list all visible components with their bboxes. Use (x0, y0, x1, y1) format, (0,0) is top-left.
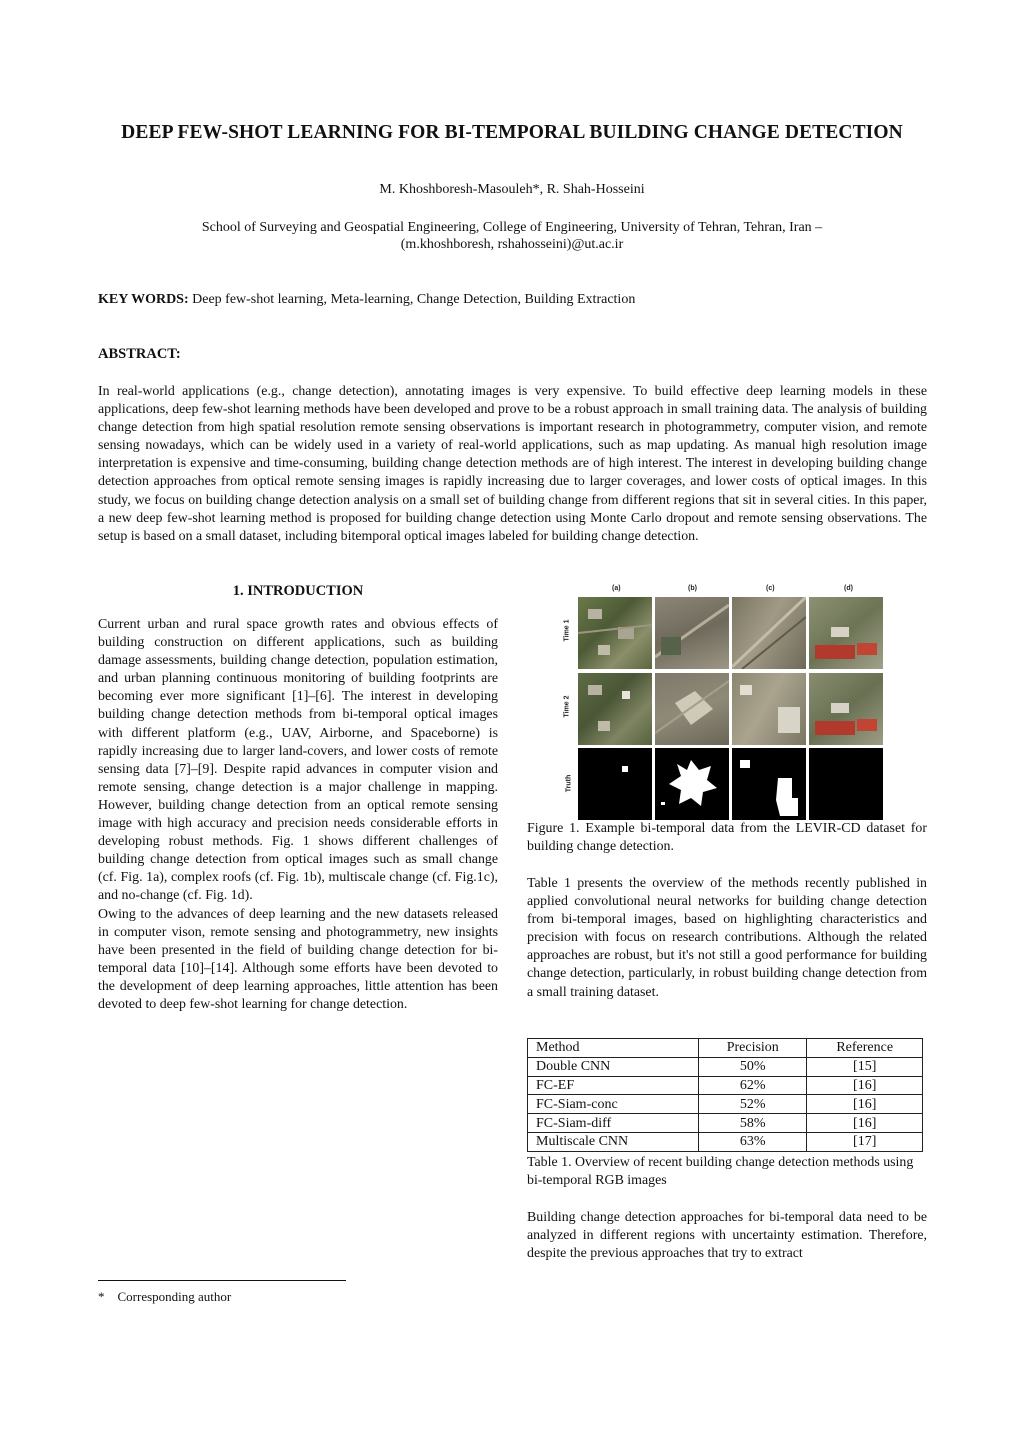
table-cell-method: Multiscale CNN (528, 1132, 699, 1151)
footnote: * Corresponding author (98, 1289, 232, 1304)
image-tile-b-time2 (655, 673, 729, 745)
image-tile-b-time1 (655, 597, 729, 669)
table-row (528, 1095, 923, 1114)
right-paragraph-1: Table 1 presents the overview of the methods recently published in applied convolutional neural networks for building change detection from bi-temporal images, based on highlighting characteristics and precision with focus on research contributions. Although the related approaches are robust, but it's not still a good performance for building change detection, particularly, in robust building change detection from a small training dataset. (527, 876, 927, 1000)
intro-paragraph-2: Owing to the advances of deep learning and the new datasets released in computer vison, remote sensing and photogrammetry, new insights have been presented in the field of building change detection for bi-temporal data [10]–[14]. Although some efforts have been devoted to the development of deep learning approaches, little attention has been devoted to deep few-shot learning for change detection. (98, 906, 498, 1012)
image-tile-a-time1 (578, 597, 652, 669)
table-cell-reference: [16] (807, 1076, 923, 1095)
image-texture (655, 673, 729, 745)
affiliation (130, 219, 894, 253)
paper-title: DEEP FEW-SHOT LEARNING FOR BI-TEMPORAL BUILDING CHANGE DETECTION (121, 122, 903, 143)
table-1-caption: Table 1. Overview of recent building change detection methods using bi-temporal RGB images (527, 1155, 914, 1189)
image-tile-c-time1 (732, 597, 806, 669)
image-texture (578, 673, 652, 745)
table-cell-precision: 50% (699, 1057, 807, 1076)
fig-col-label-b: (b) (688, 585, 697, 592)
mask-shapes (655, 748, 729, 820)
fig-col-label-c: (c) (766, 585, 775, 592)
methods-table (527, 1038, 923, 1152)
affiliation-emails: (m.khoshboresh, rshahosseini)@ut.ac.ir (400, 237, 624, 252)
fig-row-label-truth: Truth (565, 774, 573, 793)
fig-col-label-a: (a) (612, 585, 621, 592)
table-cell-method: FC-Siam-diff (528, 1114, 699, 1133)
image-tile-d-time1 (809, 597, 883, 669)
figure-1-caption: Figure 1. Example bi-temporal data from the LEVIR-CD dataset for building change detection. (527, 821, 927, 855)
table-cell-method: FC-EF (528, 1076, 699, 1095)
footnote-divider (98, 1280, 346, 1281)
table-row (528, 1114, 923, 1133)
table-header-row (528, 1039, 923, 1058)
fig-row-label-time1: Time 1 (563, 619, 571, 642)
table-cell-method: FC-Siam-conc (528, 1095, 699, 1114)
abstract-text: In real-world applications (e.g., change detection), annotating images is very expensive. To build effective deep learning models in these applications, deep few-shot learning methods have been developed and prove to be a robust approach in small training data. The analysis of building change detection from high spatial resolution remote sensing observations is important research in photogrammetry, computer vision, and remote sensing nowadays, which can be widely used in a variety of real-world applications, such as map updating. As manual high resolution image interpretation is expensive and time-consuming, building change detection methods are of high interest. The interest in developing building change detection approaches from optical remote sensing images is rapidly increasing due to larger coverages, and lower costs of optical images. In this study, we focus on building change detection analysis on a small set of building change from different regions that sit in several cities. In this paper, a new deep few-shot learning method is proposed for building change detection using Monte Carlo dropout and remote sensing observations. The setup is based on a small dataset, including bitemporal optical images labeled for building change detection. (98, 384, 927, 544)
keywords (98, 292, 928, 308)
image-texture (732, 673, 806, 745)
image-texture (809, 597, 883, 669)
table-cell-precision: 62% (699, 1076, 807, 1095)
table-cell-precision: 52% (699, 1095, 807, 1114)
table-row (528, 1057, 923, 1076)
table-cell-precision: 58% (699, 1114, 807, 1133)
table-cell-precision: 63% (699, 1132, 807, 1151)
section-heading-introduction: 1. INTRODUCTION (232, 583, 364, 599)
table-header-precision: Precision (699, 1039, 807, 1058)
image-texture (732, 597, 806, 669)
keywords-text: Deep few-shot learning, Meta-learning, Change Detection, Building Extraction (192, 292, 636, 307)
table-row (528, 1132, 923, 1151)
image-texture (809, 673, 883, 745)
abstract-heading: ABSTRACT: (98, 346, 181, 362)
right-paragraph-2: Building change detection approaches for bi-temporal data need to be analyzed in different regions with uncertainty estimation. Therefore, despite the previous approaches that try to extract (527, 1210, 927, 1262)
fig-col-label-d: (d) (844, 585, 853, 592)
keywords-label: KEY WORDS: (98, 292, 189, 307)
table-cell-method: Double CNN (528, 1057, 699, 1076)
mask-tile-c (732, 748, 806, 820)
image-texture (578, 597, 652, 669)
introduction-body (98, 616, 498, 1014)
table-row (528, 1076, 923, 1095)
table-header-method: Method (528, 1039, 699, 1058)
mask-tile-b (655, 748, 729, 820)
image-texture (655, 597, 729, 669)
mask-shapes (732, 748, 806, 820)
mask-shapes (578, 748, 652, 820)
figure-1 (563, 585, 888, 821)
mask-tile-d (809, 748, 883, 820)
mask-tile-a (578, 748, 652, 820)
table-cell-reference: [17] (807, 1132, 923, 1151)
image-tile-d-time2 (809, 673, 883, 745)
table-cell-reference: [16] (807, 1114, 923, 1133)
table-header-reference: Reference (807, 1039, 923, 1058)
authors: M. Khoshboresh-Masouleh*, R. Shah-Hosseini (379, 182, 645, 197)
image-tile-c-time2 (732, 673, 806, 745)
fig-row-label-time2: Time 2 (563, 695, 571, 718)
intro-paragraph-1: Current urban and rural space growth rates and obvious effects of building construction on different applications, such as building damage assessments, building change detection, population estimation, and urban planning continuous monitoring of building footprints are becoming ever more significant [1]–[6]. The interest in developing building change detection methods from bi-temporal optical images with different platform (e.g., UAV, Airborne, and Spaceborne) is rapidly increasing due to larger land-covers, and lower costs of remote sensing data [7]–[9]. Despite rapid advances in computer vision and remote sensing, change detection is a major challenge in mapping. However, building change detection from an optical remote sensing image with high accuracy and precision needs considerable efforts in developing robust methods. Fig. 1 shows different challenges of building change detection from optical images such as small change (cf. Fig. 1a), complex roofs (cf. Fig. 1b), multiscale change (cf. Fig.1c), and no-change (cf. Fig. 1d). (98, 617, 498, 904)
table-cell-reference: [16] (807, 1095, 923, 1114)
image-tile-a-time2 (578, 673, 652, 745)
table-cell-reference: [15] (807, 1057, 923, 1076)
affiliation-line-1: School of Surveying and Geospatial Engineering, College of Engineering, University of Tehran, Tehran, Iran – (201, 220, 823, 235)
